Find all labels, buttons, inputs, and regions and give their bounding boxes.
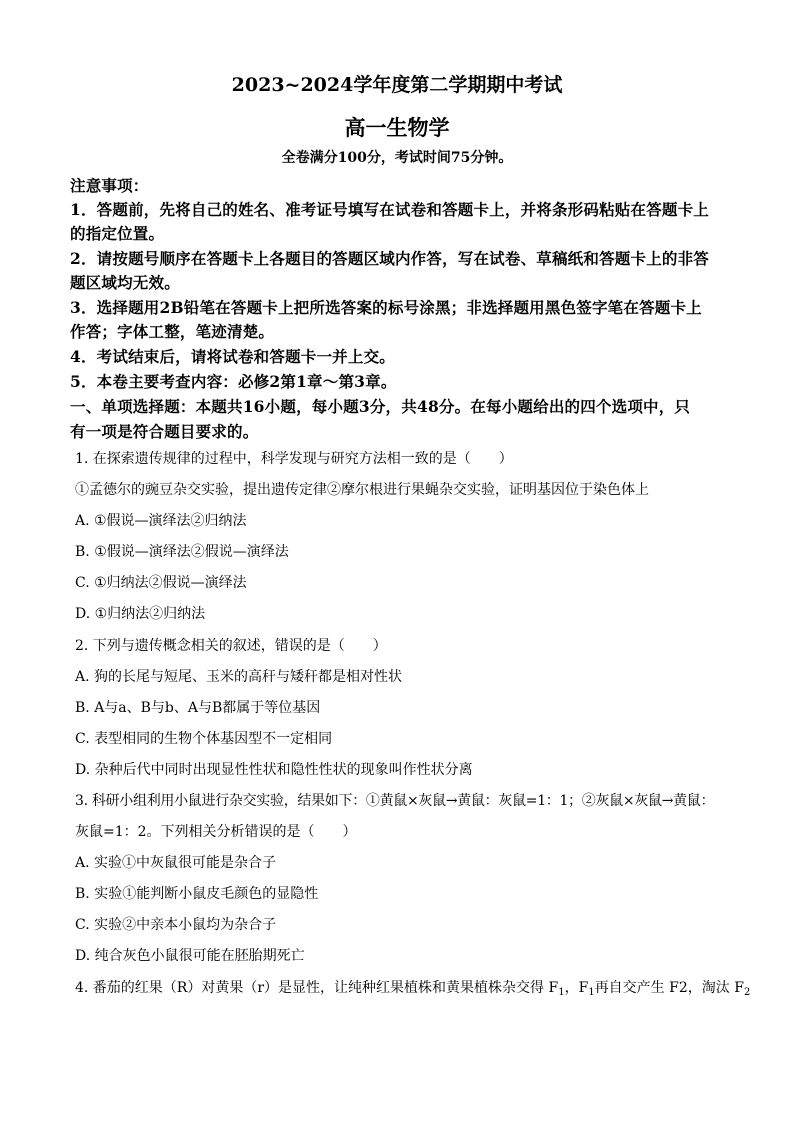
q3-option-a: A. 实验①中灰鼠很可能是杂合子 [75,855,277,871]
exam-info: 全卷满分100分，考试时间75分钟。 [281,150,513,166]
q1-option-b: B. ①假说—演绎法②假说—演绎法 [75,544,289,560]
q3-option-b: B. 实验①能判断小鼠皮毛颜色的显隐性 [75,886,319,902]
exam-title: 2023~2024学年度第二学期期中考试 [231,74,563,96]
q4-text-1: 4. 番茄的红果（R）对黄果（r）是显性，让纯种红果植株和黄果植株杂交得 F [75,980,559,996]
q4-sub-1: 1 [558,987,565,998]
note-5: 5．本卷主要考查内容：必修2第1章～第3章。 [70,372,397,391]
q3-stem-line-2: 灰鼠=1：2。下列相关分析错误的是（ ） [75,824,357,840]
q2-option-b: B. A与a、B与b、A与B都属于等位基因 [75,700,321,716]
section-heading-line-2: 有一项是符合题目要求的。 [70,422,259,441]
q4-stem [75,977,751,998]
q2-option-d: D. 杂种后代中同时出现显性性状和隐性性状的现象叫作性状分离 [75,762,473,778]
q3-stem-line-1: 3. 科研小组利用小鼠进行杂交实验，结果如下：①黄鼠×灰鼠→黄鼠：灰鼠=1：1；②灰鼠×灰鼠→黄鼠： [75,793,715,809]
note-1-line-1: 1．答题前，先将自己的姓名、准考证号填写在试卷和答题卡上，并将条形码粘贴在答题卡上 [70,200,709,219]
note-3-line-1: 3．选择题用2B铅笔在答题卡上把所选答案的标号涂黑；非选择题用黑色签字笔在答题卡上 [70,298,702,317]
note-1-line-2: 的指定位置。 [70,224,165,243]
q1-option-d: D. ①归纳法②归纳法 [75,606,206,622]
note-3-line-2: 作答；字体工整，笔迹清楚。 [70,322,275,341]
note-2-line-1: 2．请按题号顺序在答题卡上各题目的答题区域内作答，写在试卷、草稿纸和答题卡上的非答 [70,249,709,268]
q4-sub-3: 2 [743,987,751,998]
q2-option-c: C. 表型相同的生物个体基因型不一定相同 [75,731,333,747]
notes-heading: 注意事项： [70,176,149,195]
q1-stem: 1. 在探索遗传规律的过程中，科学发现与研究方法相一致的是（ ） [75,451,513,467]
note-2-line-2: 题区域均无效。 [70,273,180,292]
q3-option-c: C. 实验②中亲本小鼠均为杂合子 [75,917,277,933]
section-heading-line-1: 一、单项选择题：本题共16小题，每小题3分，共48分。在每小题给出的四个选项中，只 [70,397,691,416]
subject-title: 高一生物学 [344,115,450,140]
q4-text-2: ，F [564,980,589,996]
q2-option-a: A. 狗的长尾与短尾、玉米的高秆与矮秆都是相对性状 [75,669,403,685]
q4-sub-2: 1 [588,987,595,998]
q1-stem-2: ①孟德尔的豌豆杂交实验，提出遗传定律②摩尔根进行果蝇杂交实验，证明基因位于染色体上 [75,482,649,498]
q3-option-d: D. 纯合灰色小鼠很可能在胚胎期死亡 [75,948,305,964]
q1-option-c: C. ①归纳法②假说—演绎法 [75,575,247,591]
q2-stem: 2. 下列与遗传概念相关的叙述，错误的是（ ） [75,638,387,654]
q1-option-a: A. ①假说—演绎法②归纳法 [75,513,247,529]
q4-text-3: 再自交产生 F2，淘汰 F [594,980,744,996]
note-4: 4．考试结束后，请将试卷和答题卡一并上交。 [70,347,395,366]
